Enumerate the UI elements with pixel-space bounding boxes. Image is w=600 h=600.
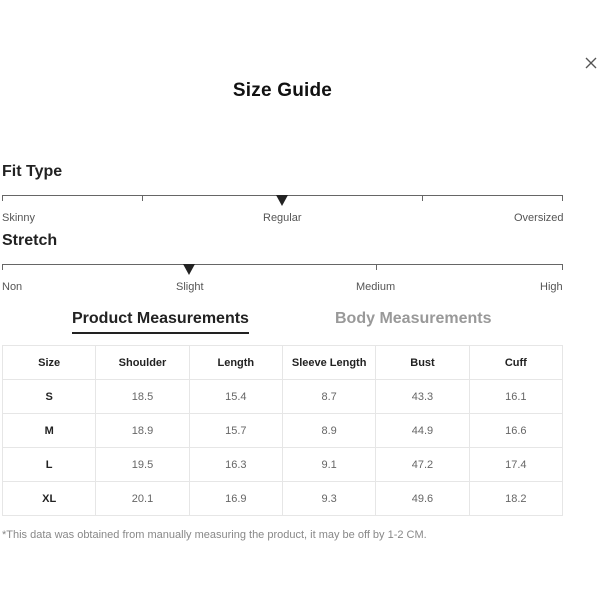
stretch-tick — [376, 264, 377, 270]
table-cell: 9.1 — [282, 448, 375, 482]
stretch-heading: Stretch — [2, 232, 58, 249]
stretch-label-medium: Medium — [356, 281, 396, 293]
table-cell: 43.3 — [376, 380, 469, 414]
size-cell: S — [3, 380, 96, 414]
table-cell: 16.6 — [469, 414, 562, 448]
fit-type-marker-icon — [276, 195, 288, 206]
table-cell: 17.4 — [469, 448, 562, 482]
table-header-row — [3, 346, 563, 380]
fit-type-heading: Fit Type — [2, 163, 63, 180]
column-header-sleeve-length: Sleeve Length — [282, 346, 375, 380]
close-icon[interactable] — [583, 55, 599, 71]
size-cell: L — [3, 448, 96, 482]
column-header-length: Length — [189, 346, 282, 380]
measurement-disclaimer: *This data was obtained from manually measuring the product, it may be off by 1-2 CM. — [2, 529, 427, 541]
table-cell: 8.7 — [282, 380, 375, 414]
table-row — [3, 448, 563, 482]
table-row — [3, 414, 563, 448]
table-cell: 16.3 — [189, 448, 282, 482]
fit-type-tick — [142, 195, 143, 201]
table-cell: 18.5 — [96, 380, 189, 414]
fit-type-tick — [2, 195, 3, 201]
table-cell: 9.3 — [282, 482, 375, 516]
table-cell: 8.9 — [282, 414, 375, 448]
stretch-tick — [562, 264, 563, 270]
table-cell: 16.9 — [189, 482, 282, 516]
column-header-bust: Bust — [376, 346, 469, 380]
tab-body-measurements[interactable]: Body Measurements — [335, 310, 492, 327]
column-header-size: Size — [3, 346, 96, 380]
measurements-table — [2, 345, 563, 516]
table-cell: 19.5 — [96, 448, 189, 482]
stretch-marker-icon — [183, 264, 195, 275]
table-row — [3, 380, 563, 414]
fit-type-label-regular: Regular — [263, 212, 302, 224]
fit-type-label-skinny: Skinny — [2, 212, 36, 224]
table-cell: 44.9 — [376, 414, 469, 448]
stretch-label-slight: Slight — [176, 281, 204, 293]
table-cell: 18.2 — [469, 482, 562, 516]
stretch-tick — [2, 264, 3, 270]
fit-type-label-oversized: Oversized — [514, 212, 564, 224]
stretch-scale — [2, 264, 563, 265]
table-cell: 20.1 — [96, 482, 189, 516]
table-cell: 47.2 — [376, 448, 469, 482]
table-cell: 49.6 — [376, 482, 469, 516]
fit-type-tick — [422, 195, 423, 201]
size-cell: XL — [3, 482, 96, 516]
size-cell: M — [3, 414, 96, 448]
fit-type-tick — [562, 195, 563, 201]
table-cell: 15.4 — [189, 380, 282, 414]
table-row — [3, 482, 563, 516]
tab-product-measurements[interactable]: Product Measurements — [72, 310, 249, 334]
page-title: Size Guide — [232, 80, 333, 101]
column-header-cuff: Cuff — [469, 346, 562, 380]
stretch-label-non: Non — [2, 281, 23, 293]
table-cell: 15.7 — [189, 414, 282, 448]
table-cell: 18.9 — [96, 414, 189, 448]
stretch-label-high: High — [540, 281, 563, 293]
table-cell: 16.1 — [469, 380, 562, 414]
column-header-shoulder: Shoulder — [96, 346, 189, 380]
